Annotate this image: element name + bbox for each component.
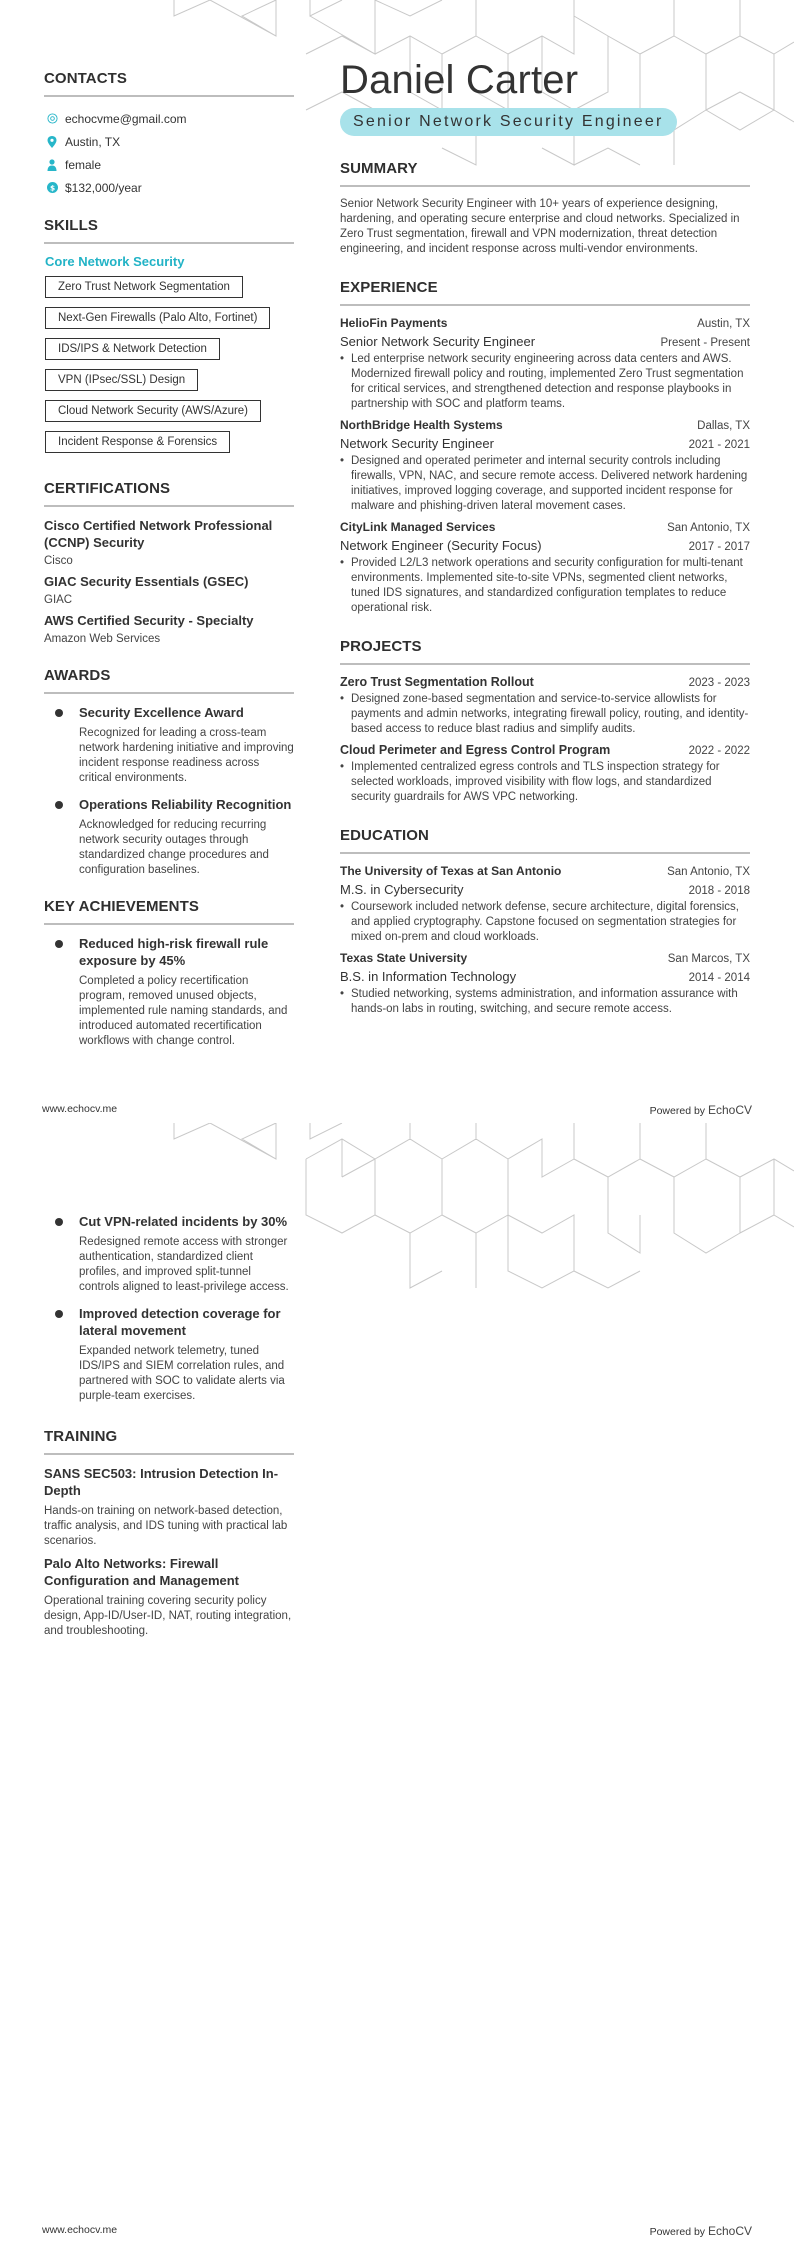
company-name: HelioFin Payments — [340, 316, 448, 330]
education-bullet: • Studied networking, systems administration, and information assurance with hands-on labs in routing, switching, and secure remote access. — [351, 987, 750, 1017]
contact-location-value: Austin, TX — [65, 134, 121, 149]
contact-location — [44, 130, 294, 153]
job-location: Austin, TX — [697, 318, 750, 330]
award-item — [44, 704, 294, 786]
experience-section — [340, 279, 750, 616]
degree: M.S. in Cybersecurity — [340, 882, 464, 897]
experience-entry — [340, 418, 750, 514]
projects-heading: PROJECTS — [340, 638, 750, 665]
skill-group-title: Core Network Security — [45, 254, 185, 269]
cert-issuer: Cisco — [44, 555, 73, 567]
bullet-dot-icon — [55, 1310, 63, 1318]
project-dates: 2023 - 2023 — [688, 677, 750, 689]
cert-item — [44, 517, 294, 567]
person-icon — [46, 159, 58, 171]
right-column — [340, 0, 794, 1049]
brand-logo[interactable]: EchoCV — [707, 2224, 752, 2238]
skill-tag: Cloud Network Security (AWS/Azure) — [45, 400, 261, 422]
location-pin-icon — [46, 136, 58, 148]
experience-entry — [340, 316, 750, 412]
training-section — [44, 1428, 294, 1639]
job-bullet: • Provided L2/L3 network operations and security configuration for multi-tenant environments. Implemented site-to-site VPNs, segmented client networks, tuned IDS signatures, and standardized configuration templates to reduce operational risk. — [351, 556, 750, 616]
job-bullet: • Led enterprise network security engineering across data centers and AWS. Modernized firewall policy and routing, implemented Zero Trust segmentation for critical services, and strengthened detection and response playbooks in partnership with SOC and platform teams. — [351, 352, 750, 412]
award-description: Acknowledged for reducing recurring network security outages through standardized change procedures and configuration baselines. — [79, 819, 269, 876]
job-role: Network Security Engineer — [340, 436, 494, 451]
page-footer — [0, 1103, 794, 1117]
school-name: The University of Texas at San Antonio — [340, 864, 562, 878]
education-section — [340, 827, 750, 1017]
powered-by: Powered by EchoCV — [649, 2224, 752, 2238]
education-heading: EDUCATION — [340, 827, 750, 854]
company-name: CityLink Managed Services — [340, 520, 496, 534]
job-location: Dallas, TX — [697, 420, 750, 432]
dollar-coin-icon — [46, 182, 58, 194]
skill-tag: IDS/IPS & Network Detection — [45, 338, 220, 360]
contact-email[interactable] — [44, 107, 294, 130]
svg-text:$: $ — [49, 183, 55, 193]
degree: B.S. in Information Technology — [340, 969, 517, 984]
achievement-title: Cut VPN-related incidents by 30% — [79, 1214, 288, 1229]
skills-heading: SKILLS — [44, 217, 294, 244]
key-achievements-heading: KEY ACHIEVEMENTS — [44, 898, 294, 925]
resume-page-2 — [0, 1123, 794, 2246]
education-entry — [340, 951, 750, 1017]
certifications-heading: CERTIFICATIONS — [44, 480, 294, 507]
key-achievements-section — [44, 898, 294, 1049]
contact-gender-value: female — [65, 157, 102, 172]
bullet-dot-icon — [55, 709, 63, 717]
achievement-item — [44, 1305, 294, 1404]
training-item — [44, 1465, 294, 1549]
bullet-dot-icon — [55, 940, 63, 948]
contact-gender — [44, 153, 294, 176]
website-link[interactable]: www.echocv.me — [42, 1103, 118, 1115]
experience-heading: EXPERIENCE — [340, 279, 750, 306]
left-column — [0, 0, 340, 1049]
contact-salary — [44, 176, 294, 199]
project-entry — [340, 743, 750, 805]
training-name: Palo Alto Networks: Firewall Configuration and Management — [44, 1556, 239, 1588]
cert-item — [44, 573, 294, 606]
training-description: Hands-on training on network-based detection, traffic analysis, and IDS tuning with practical lab scenarios. — [44, 1505, 288, 1547]
project-entry — [340, 675, 750, 737]
achievement-description: Expanded network telemetry, tuned IDS/IPS and SIEM correlation rules, and partnered with SOC to validate alerts via purple-team exercises. — [79, 1345, 285, 1402]
awards-heading: AWARDS — [44, 667, 294, 694]
training-item — [44, 1555, 294, 1639]
cert-name: GIAC Security Essentials (GSEC) — [44, 574, 249, 589]
project-title: Zero Trust Segmentation Rollout — [340, 675, 534, 689]
project-bullet: • Designed zone-based segmentation and service-to-service allowlists for payments and admin networks, integrating firewall policy, routing, and identity-based access to reduce blast radius and simplify audits. — [351, 692, 750, 737]
right-column-continued — [340, 1123, 794, 1645]
education-bullet: • Coursework included network defense, secure architecture, digital forensics, and applied cryptography. Capstone focused on segmentation strategies for mixed on-prem and cloud workloads. — [351, 900, 750, 945]
education-dates: 2018 - 2018 — [688, 885, 750, 897]
skill-tag: Next-Gen Firewalls (Palo Alto, Fortinet) — [45, 307, 270, 329]
key-achievements-continued — [44, 1213, 294, 1404]
school-name: Texas State University — [340, 951, 468, 965]
school-location: San Antonio, TX — [667, 866, 750, 878]
contact-email-value: echocvme@gmail.com — [65, 111, 187, 126]
achievement-description: Redesigned remote access with stronger authentication, standardized client profiles, and improved split-tunnel controls aligned to least-privilege access. — [79, 1236, 289, 1293]
achievement-title: Reduced high-risk firewall rule exposure by 45% — [79, 936, 269, 968]
job-location: San Antonio, TX — [667, 522, 750, 534]
project-dates: 2022 - 2022 — [688, 745, 750, 757]
achievement-description: Completed a policy recertification program, removed unused objects, implemented rule naming standards, and introduced automated recertification workflows with change control. — [79, 975, 288, 1047]
cert-issuer: Amazon Web Services — [44, 633, 161, 645]
project-bullet: • Implemented centralized egress controls and TLS inspection strategy for selected workloads, improved visibility with flow logs, and standardized security guardrails for AWS VPC networking. — [351, 760, 750, 805]
award-description: Recognized for leading a cross-team network hardening initiative and improving incident response readiness across critical environments. — [79, 727, 294, 784]
certifications-section — [44, 480, 294, 645]
project-title: Cloud Perimeter and Egress Control Program — [340, 743, 611, 757]
school-location: San Marcos, TX — [667, 953, 750, 965]
contact-salary-value: $132,000/year — [65, 180, 142, 195]
education-dates: 2014 - 2014 — [688, 972, 750, 984]
website-link[interactable]: www.echocv.me — [42, 2224, 118, 2236]
contacts-section — [44, 0, 294, 199]
cert-issuer: GIAC — [44, 594, 73, 606]
award-title: Security Excellence Award — [79, 705, 244, 720]
job-role: Network Engineer (Security Focus) — [340, 538, 542, 553]
award-item — [44, 796, 294, 878]
job-dates: Present - Present — [660, 337, 750, 349]
job-dates: 2021 - 2021 — [688, 439, 750, 451]
brand-logo[interactable]: EchoCV — [707, 1103, 752, 1117]
award-title: Operations Reliability Recognition — [79, 797, 292, 812]
company-name: NorthBridge Health Systems — [340, 418, 503, 432]
job-bullet: • Designed and operated perimeter and internal security controls including firewalls, VPN, NAC, and secure remote access. Delivered network hardening initiatives, improved logging coverage, and supported incident response for malware and phishing-driven lateral movement cases. — [351, 454, 750, 514]
training-heading: TRAINING — [44, 1428, 294, 1455]
candidate-name: Daniel Carter — [340, 58, 579, 102]
skill-tag: Zero Trust Network Segmentation — [45, 276, 243, 298]
summary-section — [340, 160, 750, 257]
left-column-continued — [0, 1123, 340, 1645]
skill-tag: VPN (IPsec/SSL) Design — [45, 369, 198, 391]
summary-heading: SUMMARY — [340, 160, 750, 187]
at-icon — [46, 113, 58, 125]
job-role: Senior Network Security Engineer — [340, 334, 536, 349]
training-name: SANS SEC503: Intrusion Detection In-Depth — [44, 1466, 279, 1498]
awards-section — [44, 667, 294, 878]
experience-entry — [340, 520, 750, 616]
skills-section — [44, 217, 294, 458]
summary-text: Senior Network Security Engineer with 10+ years of experience designing, hardening, and operating secure enterprise and cloud networks. Specialized in Zero Trust segmentation, firewall and VPN modernization, threat detection engineering, and incident response across multi-vendor environments. — [340, 198, 740, 255]
bullet-dot-icon — [55, 801, 63, 809]
bullet-dot-icon — [55, 1218, 63, 1226]
page-footer — [0, 2224, 794, 2238]
projects-section — [340, 638, 750, 805]
powered-by: Powered by EchoCV — [649, 1103, 752, 1117]
job-title-badge: Senior Network Security Engineer — [340, 108, 677, 136]
achievement-item — [44, 935, 294, 1049]
skill-tag: Incident Response & Forensics — [45, 431, 230, 453]
contacts-heading: CONTACTS — [44, 70, 294, 97]
job-dates: 2017 - 2017 — [688, 541, 750, 553]
achievement-item — [44, 1213, 294, 1295]
training-description: Operational training covering security policy design, App-ID/User-ID, NAT, routing integration, and troubleshooting. — [44, 1595, 292, 1637]
cert-name: Cisco Certified Network Professional (CCNP) Security — [44, 518, 273, 550]
cert-item — [44, 612, 294, 645]
cert-name: AWS Certified Security - Specialty — [44, 613, 254, 628]
education-entry — [340, 864, 750, 945]
achievement-title: Improved detection coverage for lateral movement — [79, 1306, 281, 1338]
